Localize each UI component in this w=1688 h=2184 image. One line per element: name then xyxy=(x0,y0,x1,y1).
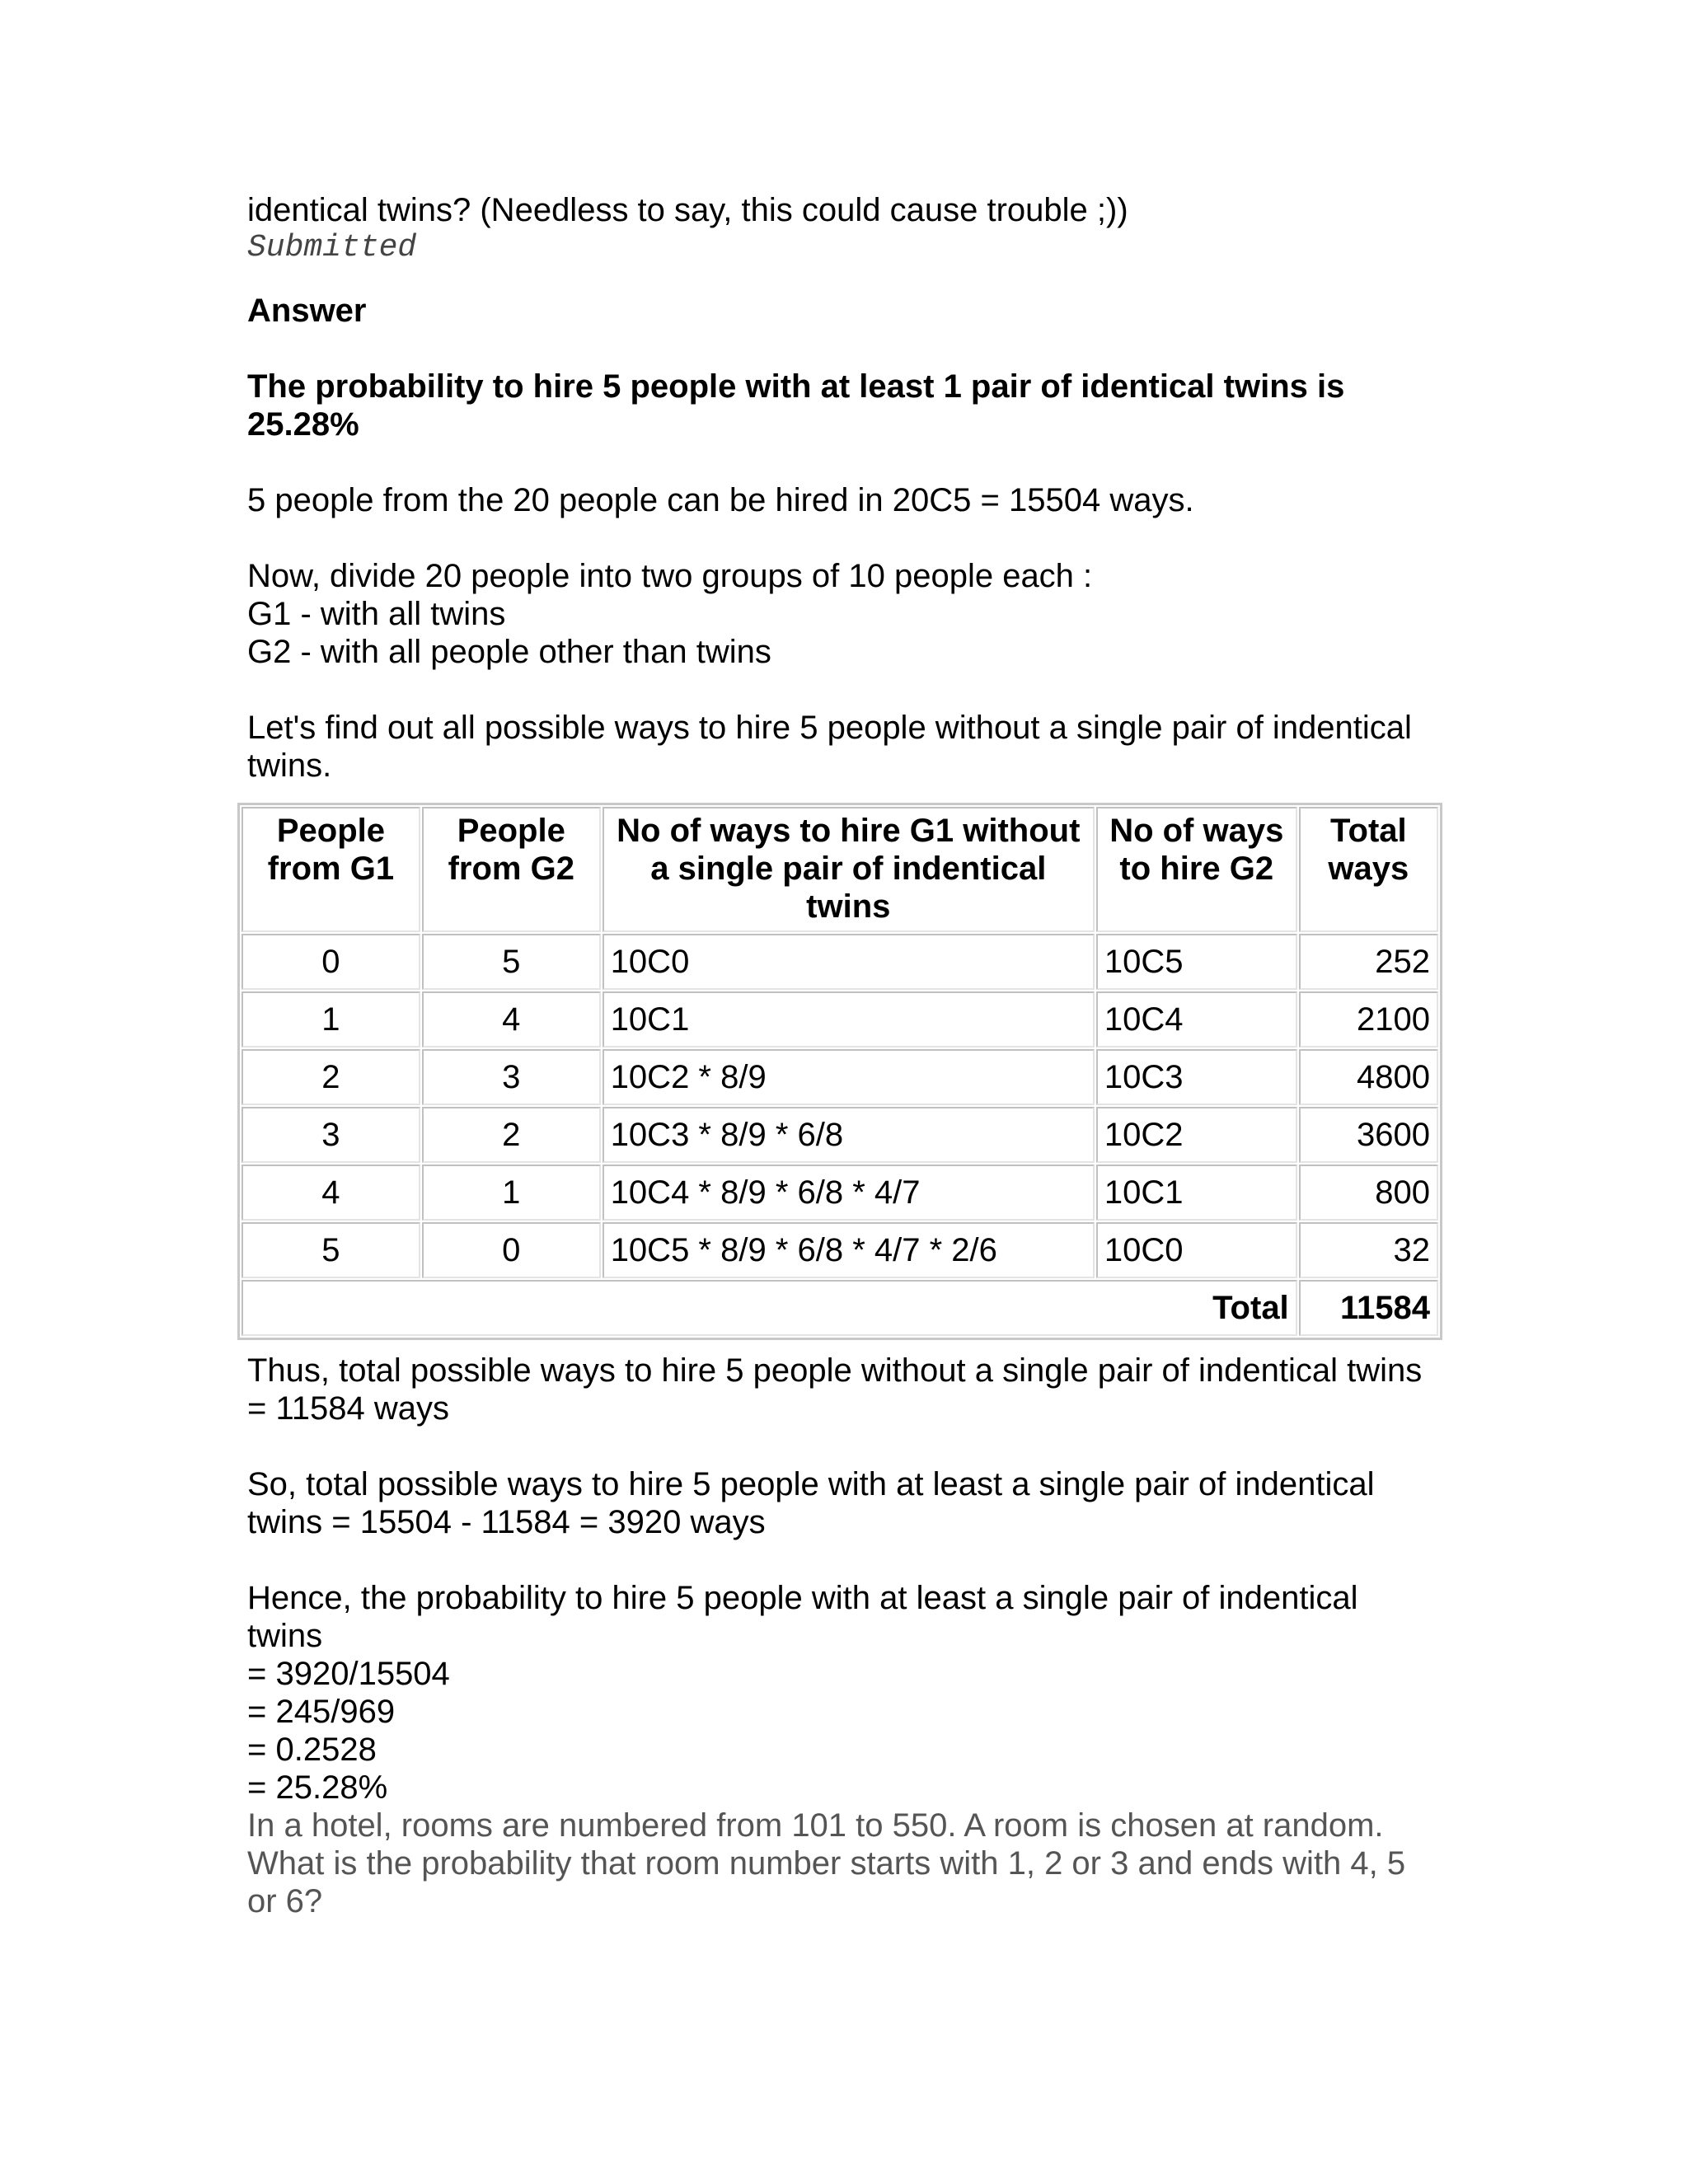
intro-question-tail: identical twins? (Needless to say, this could cause trouble ;)) xyxy=(247,192,1128,228)
header-people-from-g2: People from G2 xyxy=(422,807,601,932)
cell-g2-count: 0 xyxy=(422,1222,601,1278)
hence-line-1: Hence, the probability to hire 5 people with at least a single pair of indentical xyxy=(247,1580,1358,1616)
cell-g1-ways: 10C1 xyxy=(603,991,1095,1047)
answer-heading: Answer xyxy=(247,293,367,329)
cell-g2-count: 1 xyxy=(422,1165,601,1221)
thus-line-1: Thus, total possible ways to hire 5 people without a single pair of indentical twins xyxy=(247,1352,1423,1389)
cell-g2-count: 5 xyxy=(422,934,601,990)
document-body xyxy=(247,191,1451,785)
cell-g1-ways: 10C3 * 8/9 * 6/8 xyxy=(603,1107,1095,1163)
find-out-line-2: twins. xyxy=(247,748,332,784)
table-header-row xyxy=(241,807,1438,932)
document-body-continued xyxy=(247,1352,1451,1920)
header-total-ways: Total ways xyxy=(1299,807,1438,932)
table-row xyxy=(241,1107,1438,1163)
cell-total-ways: 800 xyxy=(1299,1165,1438,1221)
total-value: 11584 xyxy=(1299,1280,1438,1336)
cell-g2-count: 3 xyxy=(422,1049,601,1105)
cell-g1-ways: 10C5 * 8/9 * 6/8 * 4/7 * 2/6 xyxy=(603,1222,1095,1278)
table-row xyxy=(241,1165,1438,1221)
group-g1-description: G1 - with all twins xyxy=(247,596,506,632)
cell-g2-count: 4 xyxy=(422,991,601,1047)
cell-g1-count: 0 xyxy=(241,934,420,990)
result-statement-line-1: The probability to hire 5 people with at least 1 pair of identical twins is xyxy=(247,368,1345,405)
table-row xyxy=(241,991,1438,1047)
cell-total-ways: 32 xyxy=(1299,1222,1438,1278)
cell-total-ways: 2100 xyxy=(1299,991,1438,1047)
table-row xyxy=(241,1049,1438,1105)
cell-total-ways: 3600 xyxy=(1299,1107,1438,1163)
cell-g2-count: 2 xyxy=(422,1107,601,1163)
submitted-label: Submitted xyxy=(247,230,417,265)
cell-g1-ways: 10C4 * 8/9 * 6/8 * 4/7 xyxy=(603,1165,1095,1221)
cell-g2-ways: 10C3 xyxy=(1096,1049,1297,1105)
cell-g2-ways: 10C2 xyxy=(1096,1107,1297,1163)
group-g2-description: G2 - with all people other than twins xyxy=(247,634,771,670)
divide-groups-line-1: Now, divide 20 people into two groups of 10 people each : xyxy=(247,558,1093,594)
hence-step-4: = 25.28% xyxy=(247,1769,388,1806)
cell-g2-ways: 10C0 xyxy=(1096,1222,1297,1278)
table-row xyxy=(241,934,1438,990)
ways-table xyxy=(237,803,1442,1340)
cell-g1-count: 2 xyxy=(241,1049,420,1105)
hence-step-1: = 3920/15504 xyxy=(247,1656,450,1692)
thus-line-2: = 11584 ways xyxy=(247,1390,449,1427)
cell-g1-ways: 10C2 * 8/9 xyxy=(603,1049,1095,1105)
cell-g1-count: 1 xyxy=(241,991,420,1047)
cell-g1-count: 3 xyxy=(241,1107,420,1163)
table-total-row xyxy=(241,1280,1438,1336)
cell-g1-count: 5 xyxy=(241,1222,420,1278)
cell-g1-count: 4 xyxy=(241,1165,420,1221)
cell-total-ways: 252 xyxy=(1299,934,1438,990)
table-row xyxy=(241,1222,1438,1278)
so-line-1: So, total possible ways to hire 5 people with at least a single pair of indentical xyxy=(247,1466,1375,1502)
total-label: Total xyxy=(241,1280,1297,1336)
next-question-line-2: What is the probability that room number starts with 1, 2 or 3 and ends with 4, 5 xyxy=(247,1845,1406,1882)
header-people-from-g1: People from G1 xyxy=(241,807,420,932)
hence-step-3: = 0.2528 xyxy=(247,1732,377,1768)
so-line-2: twins = 15504 - 11584 = 3920 ways xyxy=(247,1504,766,1540)
next-question-line-3: or 6? xyxy=(247,1883,323,1919)
next-question-line-1: In a hotel, rooms are numbered from 101 to 550. A room is chosen at random. xyxy=(247,1807,1384,1844)
cell-total-ways: 4800 xyxy=(1299,1049,1438,1105)
hence-line-2: twins xyxy=(247,1618,323,1654)
cell-g1-ways: 10C0 xyxy=(603,934,1095,990)
header-ways-g1: No of ways to hire G1 without a single pair of indentical twins xyxy=(603,807,1095,932)
total-ways-statement: 5 people from the 20 people can be hired in 20C5 = 15504 ways. xyxy=(247,482,1194,518)
cell-g2-ways: 10C5 xyxy=(1096,934,1297,990)
hence-step-2: = 245/969 xyxy=(247,1694,396,1730)
cell-g2-ways: 10C1 xyxy=(1096,1165,1297,1221)
cell-g2-ways: 10C4 xyxy=(1096,991,1297,1047)
header-ways-g2: No of ways to hire G2 xyxy=(1096,807,1297,932)
result-statement-line-2: 25.28% xyxy=(247,406,359,443)
find-out-line-1: Let's find out all possible ways to hire 5 people without a single pair of indentical xyxy=(247,710,1412,746)
